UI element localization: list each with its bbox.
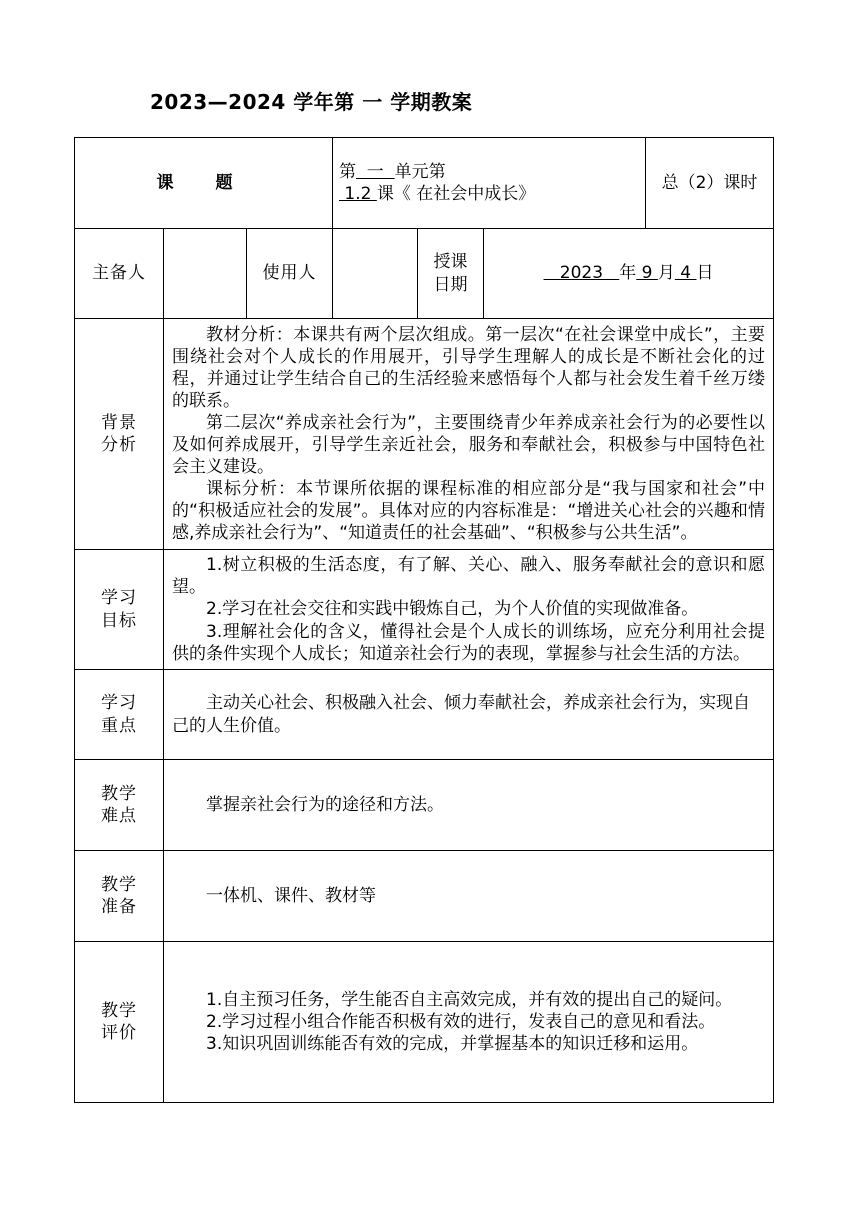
preparation-label-1: 教学 (101, 874, 137, 895)
document-title: 2023—2024 学年第 一 学期教案 (150, 90, 473, 114)
difficulties-label (75, 760, 164, 851)
goals-content (164, 550, 774, 670)
lesson-date-label-1: 授课 (433, 252, 468, 273)
topic-label: 课 题 (75, 138, 333, 229)
unit-prefix: 第 (339, 161, 356, 182)
goals-label-1: 学习 (101, 588, 137, 609)
preparation-row (75, 851, 774, 942)
evaluation-item: 1.自主预习任务，学生能否自主高效完成，并有效的提出自己的疑问。 (206, 989, 733, 1010)
key-points-text: 主动关心社会、积极融入社会、倾力奉献社会，养成亲社会行为，实现自己的人生价值。 (172, 693, 750, 736)
total-hours: 总（2）课时 (646, 138, 774, 229)
evaluation-label-1: 教学 (101, 1000, 137, 1021)
unit-number: 一 (356, 161, 395, 182)
key-points-row (75, 670, 774, 760)
preparation-text: 一体机、课件、教材等 (206, 885, 376, 906)
date-month: 9 (636, 263, 658, 284)
background-label (75, 319, 164, 550)
lesson-title: 课《 在社会中成长》 (376, 184, 536, 204)
evaluation-label (75, 942, 164, 1103)
background-label-2: 分析 (101, 435, 137, 455)
goals-row (75, 550, 774, 670)
lesson-date-value (484, 229, 774, 319)
background-content (164, 319, 774, 550)
goals-label-2: 目标 (101, 610, 137, 631)
date-year: 2023 (543, 263, 620, 284)
topic-value (333, 138, 646, 229)
background-paragraph: 课标分析：本节课所依据的课程标准的相应部分是“我与国家和社会”中的“积极适应社会的发展”。具体对应的内容标准是：“增进关心社会的兴趣和情感,养成亲社会行为”、“知道责任的社会基础”、“积极参与公共生活”。 (172, 479, 766, 544)
preparer-value (164, 229, 247, 319)
preparation-content (164, 851, 774, 942)
lesson-plan-table (74, 137, 774, 1103)
difficulties-label-2: 难点 (101, 806, 137, 826)
unit-mid: 单元第 (394, 161, 446, 182)
key-points-label-2: 重点 (101, 715, 137, 736)
date-day-suffix: 日 (696, 263, 714, 284)
user-label: 使用人 (247, 229, 333, 319)
difficulties-content (164, 760, 774, 851)
background-label-1: 背景 (101, 412, 137, 433)
key-points-content (164, 670, 774, 760)
people-row (75, 229, 774, 319)
evaluation-item: 3.知识巩固训练能否有效的完成，并掌握基本的知识迁移和运用。 (206, 1034, 699, 1055)
difficulties-row (75, 760, 774, 851)
evaluation-label-2: 评价 (101, 1023, 137, 1043)
preparation-label-2: 准备 (101, 897, 137, 917)
preparer-label: 主备人 (75, 229, 164, 319)
evaluation-row (75, 942, 774, 1103)
goal-item: 2.学习在社会交往和实践中锻炼自己，为个人价值的实现做准备。 (206, 599, 699, 620)
user-value (333, 229, 418, 319)
lesson-date-label (418, 229, 484, 319)
topic-row (75, 138, 774, 229)
difficulties-text: 掌握亲社会行为的途径和方法。 (206, 794, 444, 815)
goals-label (75, 550, 164, 670)
background-paragraph: 教材分析：本课共有两个层次组成。第一层次“在社会课堂中成长”，主要围绕社会对个人成长的作用展开，引导学生理解人的成长是不断社会化的过程，并通过让学生结合自己的生活经验来感悟每个人都与社会发生着千丝万缕的联系。 (172, 324, 766, 411)
date-month-suffix: 月 (657, 263, 675, 284)
lesson-date-label-2: 日期 (433, 274, 468, 295)
evaluation-item: 2.学习过程小组合作能否积极有效的进行，发表自己的意见和看法。 (206, 1011, 716, 1032)
background-row (75, 319, 774, 550)
evaluation-content (164, 942, 774, 1103)
difficulties-label-1: 教学 (101, 783, 137, 804)
goal-item: 3.理解社会化的含义，懂得社会是个人成长的训练场，应充分利用社会提供的条件实现个人成长；知道亲社会行为的表现，掌握参与社会生活的方法。 (172, 621, 766, 664)
key-points-label (75, 670, 164, 760)
lesson-number: 1.2 (339, 184, 377, 204)
goal-item: 1.树立积极的生活态度，有了解、关心、融入、服务奉献社会的意识和愿望。 (172, 555, 766, 598)
date-year-suffix: 年 (619, 263, 637, 284)
date-day: 4 (674, 263, 697, 284)
preparation-label (75, 851, 164, 942)
key-points-label-1: 学习 (101, 693, 137, 714)
background-paragraph: 第二层次“养成亲社会行为”，主要围绕青少年养成亲社会行为的必要性以及如何养成展开，引导学生亲近社会，服务和奉献社会，积极参与中国特色社会主义建设。 (172, 412, 766, 478)
